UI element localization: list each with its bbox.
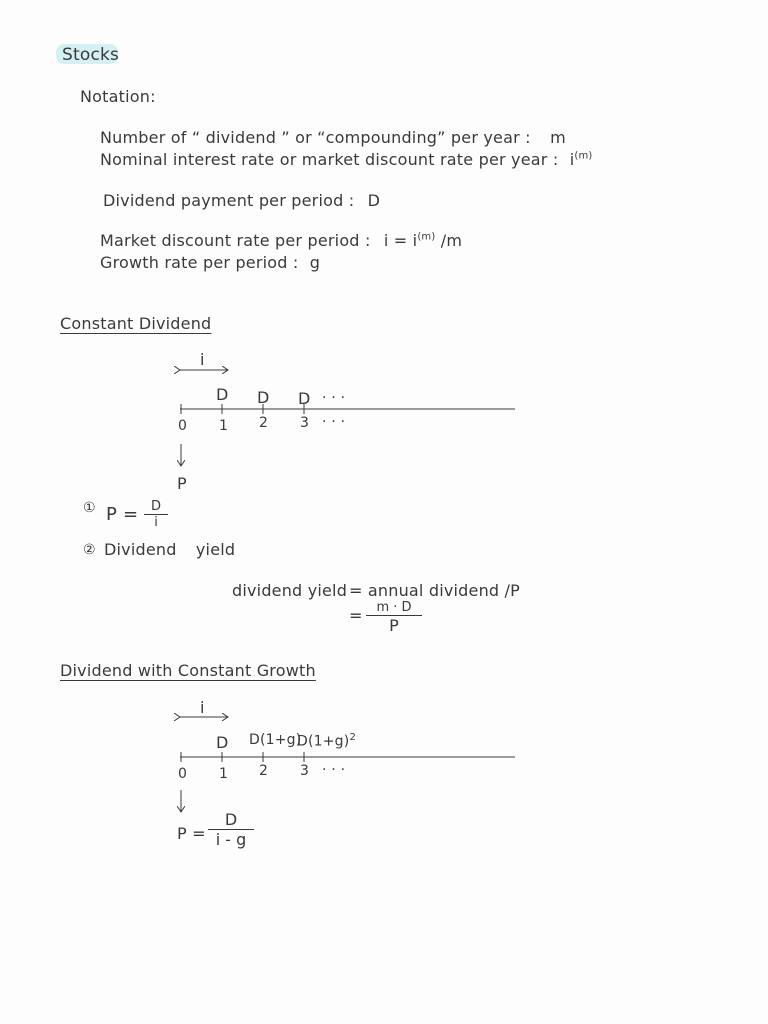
- notation-line-4-superscript: (m): [417, 231, 436, 243]
- item-1-fraction: [144, 499, 168, 530]
- constant-dividend-heading: Constant Dividend: [60, 314, 212, 333]
- yield-denominator: P: [389, 616, 399, 635]
- tick-label-2-3: 3: [300, 763, 310, 779]
- notation-line-2-symbol: i: [569, 150, 575, 169]
- growth-numerator: D: [224, 810, 238, 829]
- item-2-marker: ②: [83, 542, 96, 558]
- yield-numerator: m · D: [376, 600, 412, 615]
- notation-line-5-text: Growth rate per period :: [100, 253, 299, 272]
- notation-line-1-text: Number of “ dividend ” or “compounding” per year :: [100, 128, 531, 147]
- payment-label-1-3: D: [298, 389, 311, 408]
- tick-label-2-0: 0: [178, 766, 188, 782]
- payment-label-2-3-text: D(1+g): [297, 733, 350, 750]
- item-1-marker: ①: [83, 500, 96, 516]
- tick-label-1-3: 3: [300, 415, 310, 431]
- item-2-text-yield: yield: [195, 540, 236, 559]
- yield-lhs: dividend yield: [232, 581, 348, 600]
- growth-formula-lhs: P =: [177, 824, 206, 843]
- page-title: Stocks: [62, 45, 120, 65]
- payment-label-2-3-superscript: 2: [349, 732, 356, 743]
- payment-ellipsis-1: · · ·: [322, 390, 346, 406]
- notation-heading: Notation:: [80, 87, 156, 106]
- notation-line-5-symbol: g: [309, 253, 321, 272]
- growth-fraction: [208, 810, 254, 849]
- tick-label-2-1: 1: [219, 766, 229, 782]
- notation-line-3-symbol: D: [367, 191, 381, 210]
- notation-line-4-tail: /m: [440, 231, 463, 250]
- item-2-text: [104, 540, 235, 559]
- payment-label-1-1: D: [216, 385, 229, 404]
- tick-ellipsis-1: · · ·: [322, 414, 346, 430]
- tick-ellipsis-2: · · ·: [322, 762, 346, 778]
- notation-line-4-equation: i = i: [383, 231, 418, 250]
- interval-label-1: i: [200, 350, 205, 369]
- tick-label-1-1: 1: [219, 418, 229, 434]
- notation-line-1-symbol: m: [550, 128, 566, 147]
- tick-label-1-0: 0: [178, 418, 188, 434]
- tick-label-2-2: 2: [259, 763, 269, 779]
- item-1-lhs: P =: [106, 504, 139, 525]
- interval-label-2: i: [200, 698, 205, 717]
- payment-label-2-1: D: [216, 733, 229, 752]
- yield-equation-2: =: [349, 606, 363, 625]
- yield-equation-1: = annual dividend /P: [349, 581, 520, 600]
- notation-line-2-text: Nominal interest rate or market discount rate per year :: [100, 150, 559, 169]
- present-value-label-1: P: [177, 474, 187, 493]
- constant-growth-heading: Dividend with Constant Growth: [60, 661, 316, 680]
- notation-line-2-superscript: (m): [574, 150, 593, 162]
- tick-label-1-2: 2: [259, 415, 269, 431]
- growth-denominator: i - g: [215, 830, 247, 849]
- item-1-numerator: D: [150, 499, 161, 514]
- item-2-text-dividend: Dividend: [104, 540, 177, 559]
- payment-label-1-2: D: [257, 388, 270, 407]
- item-1-denominator: i: [154, 515, 158, 530]
- notation-line-4-text: Market discount rate per period :: [100, 231, 371, 250]
- payment-label-2-2: D(1+g): [249, 732, 302, 748]
- payment-label-2-3: [297, 732, 356, 750]
- notation-line-3-text: Dividend payment per period :: [103, 191, 355, 210]
- yield-fraction: [366, 600, 422, 635]
